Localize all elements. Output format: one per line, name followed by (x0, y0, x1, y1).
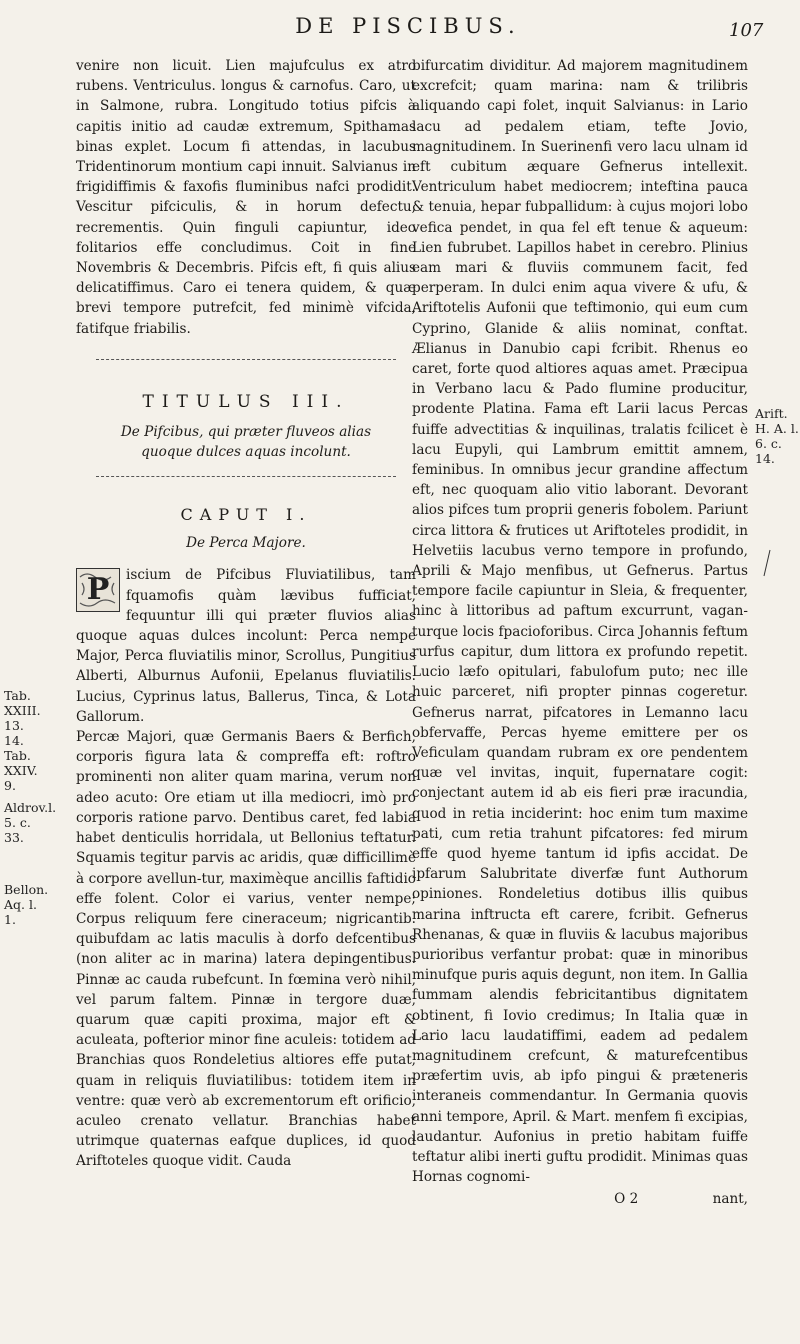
drop-cap (76, 568, 120, 612)
caput-subtitle: De Perca Majore. (186, 535, 306, 552)
paragraph-main (76, 565, 416, 727)
paragraph-perca: Percæ Majori, quæ Germanis Baers & Berfich, corporis figura lata & compreffa eft: roftro prominenti non aliter quam marina, verum non adeo acuto: Ore etiam ut illa mediocri, imò pro corporis ratione parvo. Dentibus caret, fed labia habet denticulis horridala, ut Bellonius teftatur. Squamis tegitur parvis ac aridis, quæ difficillimè à corpore avellun-tur, maximèque ancillis faftidio effe folent. Color ei varius, venter nempe; Corpus reliquum fere cineraceum; nigricantib. quibufdam ac latis maculis à dorfo defcentibus (non aliter ac in marina) latera depingentibus. Pinnæ ac cauda rubefcunt. In fœmina verò nihil, vel parum faltem. Pinnæ in tergore duæ, quarum quæ capiti proxima, major eft & aculeata, pofterior minor fine aculeis: totidem ad Branchias quos Rondeletius altiores effe putat, quam in reliquis fluviatilibus: totidem item in ventre: quæ verò ab excrementorum eft orificio, aculeo crenato vellatur. Branchias habet utrimque quaternas eafque duplices, id quod Ariftoteles quoque vidit. Cauda (76, 729, 416, 1170)
titulus-subtitle: De Pifcibus, qui præter fluveos alias quoque dulces aquas incolunt. (120, 424, 372, 461)
margin-note-tab: Tab. XXIII. 13. 14. Tab. XXIV. 9. (4, 688, 41, 793)
catchword: nant, (712, 1191, 748, 1208)
drop-cap-letter: P (86, 572, 110, 608)
divider-rule (96, 359, 396, 360)
signature-mark: O 2 (614, 1191, 639, 1208)
right-column (412, 56, 748, 1210)
margin-note-arist: Arift. H. A. l. 6. c. 14. (755, 406, 799, 466)
divider-rule (96, 476, 396, 477)
margin-note-aldrov: Aldrov.l. 5. c. 33. (4, 800, 57, 845)
paragraph-right: bifurcatim dividitur. Ad majorem magnitudinem excrefcit; quam marina: nam & trilibris aliquando capi folet, inquit Salvianus: in Lario lacu ad pedalem etiam, tefte Jovio, magnitudinem. In Suerinenfi vero lacu ulnam id eft cubitum æquare Gefnerus intellexit. Ventriculum habet mediocrem; inteftina pauca & tenuia, hepar fubpallidum: à cujus mojori lobo vefica pendet, in qua fel eft tenue & aqueum: Lien fubrubet. Lapillos habet in cerebro. Plinius eam mari & fluviis communem facit, fed perperam. In dulci enim aqua vivere & ufu, & Ariftotelis Aufonii que teftimonio, qui eum cum Cyprino, Glanide & aliis nominat, conftat. Ælianus in Danubio capi fcribit. Rhenus eo caret, forte quod altiores aquas amet. Præcipua in Verbano lacu & Pado flumine producitur, prodente Platina. Fama eft Larii lacus Percas fuiffe advectitias & inquilinas, tralatis fcilicet è lacu Eupyli, qui Lambrum emittit amnem, feminibus. In omnibus jecur grandine affectum eft, nec quoquam alio vitio laborant. Devorant alios pifces tum proprii generis fobolem. Pariunt circa littora & frutices ut Ariftoteles prodidit, in Helvetiis lacubus verno tempore in profundo, Aprili & Majo menfibus, ut Gefnerus. Partus tempore facile capiuntur in Sleia, & frequenter, hinc à littoribus ad paftum excurrunt, vagan-turque locis fpacioforibus. Circa Johannis feftum rurfus capitur, dum littora ex profundo repetit. Lucio læfo opitulari, fabulofum puto; nec ille huic parceret, nifi propter pinnas cogeretur. Gefnerus narrat, pifcatores in Lemanno lacu obfervaffe, Percas hyeme emittere per os Veficulam quandam rubram ex ore pendentem quæ vel invitas, inquit, fupernatare cogit: conjectant autem id ab eis fieri præ iracundia, quod in retia inciderint: hoc enim tum maxime pati, cum retia trahunt pifcatores: fed mirum effe quod hyeme tantum id ipfis accidat. De ipfarum Salubritate diverfæ funt Authorum opiniones. Rondeletius dotibus illis quibus marina inftructa eft carere, fcribit. Gefnerus Rhenanas, & quæ in fluviis & lacubus majoribus purioribus verfantur probat: quæ in minoribus minufque puris aquis degunt, non item. In Gallia fummam alendis febricitantibus dignitatem obtinent, fi Iovio credimus; In Italia quæ in Lario lacu laudatiffimi, eadem ad pedalem magnitudinem crefcunt, & maturefcentibus præfertim uvis, ab ipfo pingui & præteneris interaneis commendantur. In Germania quovis anni tempore, April. & Mart. menfem fi excipias, laudantur. Aufonius in pretio habitam fuiffe teftatur alibi inerti guftu prodidit. Minimas quas Hornas cognomi- (412, 58, 748, 1186)
left-column (76, 56, 416, 1172)
pen-stroke-mark (758, 548, 778, 578)
titulus-heading: TITULUS III. (142, 391, 350, 412)
paragraph-top: venire non licuit. Lien majufculus ex atro rubens. Ventriculus. longus & carnofus. Caro, ut in Salmone, rubra. Longitudo totius pifcis à capitis initio ad caudæ extremum, Spithamas binas explet. Locum fi attendas, in lacubus Tridentinorum montium capi innuit. Salvianus in frigidiffimis & faxofis fluminibus nafci prodidit. Vescitur pifciculis, & in horum defectu, recrementis. Quin finguli capiuntur, ideo folitarios effe concludimus. Coit in fine Novembris & Decembris. Pifcis eft, fi quis alius delicatiffimus. Caro ei tenera quidem, & quæ brevi tempore putrefcit, fed minimè vifcida, fatifque friabilis. (76, 58, 416, 337)
paragraph-main-text: iscium de Pifcibus Fluviatilibus, tam fquamofis quàm lævibus fufficiat, fequuntur illi qui præter fluvios alias quoque aquas dulces incolunt: Perca nempe Major, Perca fluviatilis minor, Scrollus, Pungitius Alberti, Alburnus Aufonii, Epelanus fluviatilis. Lucius, Cyprinus latus, Ballerus, Tinca, & Lota Gallorum. (76, 567, 416, 725)
margin-note-bellon: Bellon. Aq. l. 1. (4, 882, 49, 927)
page-number: 107 (729, 20, 764, 41)
caput-heading: CAPUT I. (180, 505, 312, 525)
page-footer (412, 1189, 748, 1209)
running-title: DE PISCIBUS. (295, 14, 521, 38)
